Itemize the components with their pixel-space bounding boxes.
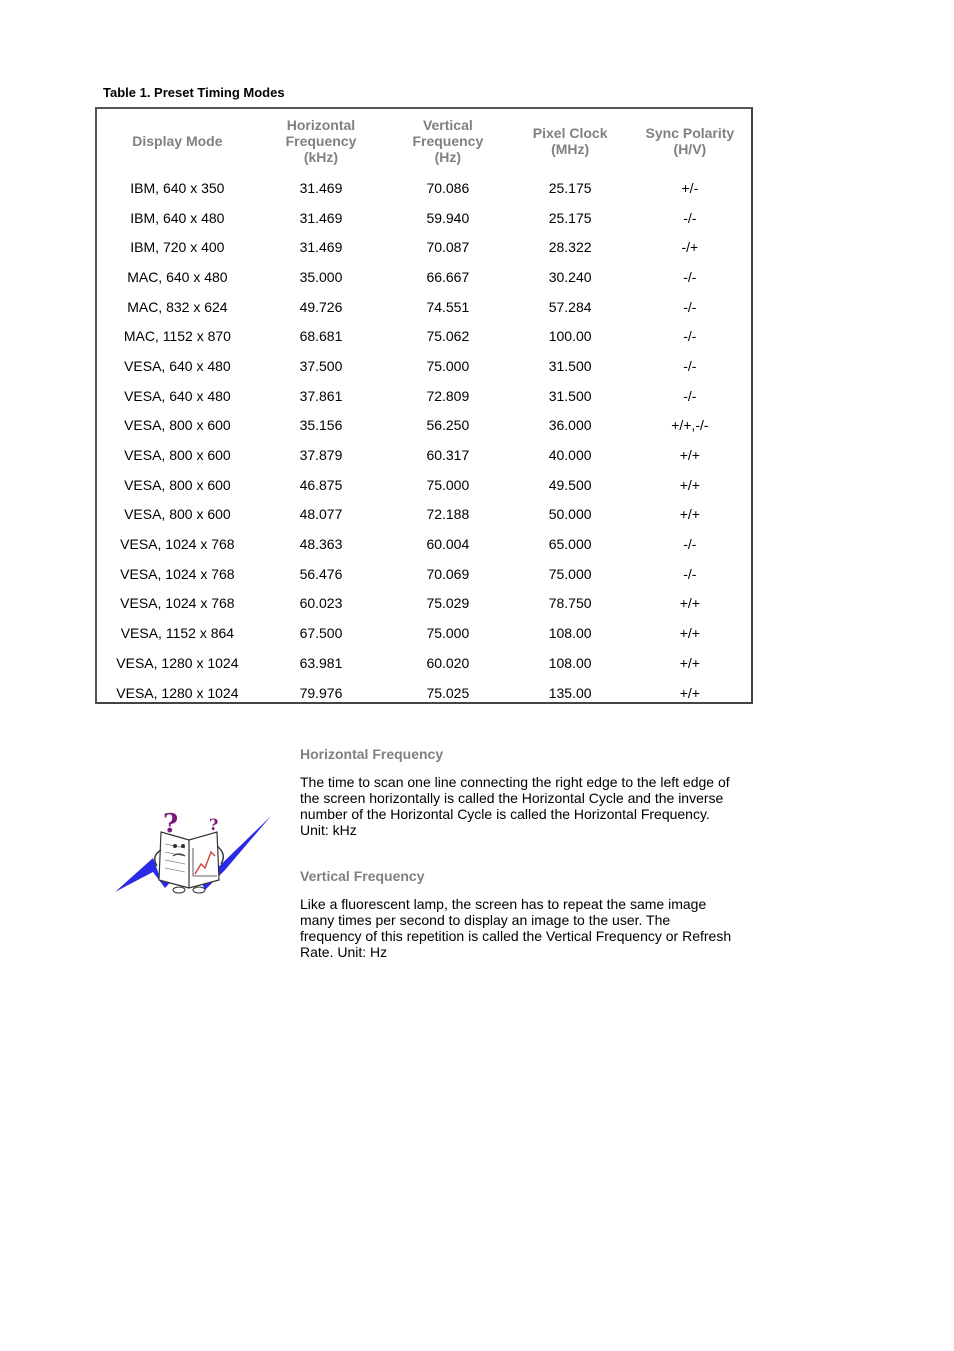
horizontal-frequency-section xyxy=(300,746,760,838)
horizontal-frequency-cell: 37.500 xyxy=(299,357,343,374)
sync-polarity-cell: -/- xyxy=(683,298,697,315)
vertical-frequency-cell: 70.087 xyxy=(426,239,470,256)
sync-polarity-cell: -/- xyxy=(683,536,697,553)
table-row xyxy=(97,411,751,441)
header-display-mode: Display Mode xyxy=(132,133,223,149)
vertical-frequency-cell: 56.250 xyxy=(426,417,470,434)
horizontal-frequency-cell: 37.879 xyxy=(299,447,343,464)
table-row xyxy=(97,500,751,530)
pixel-clock-cell: 65.000 xyxy=(548,536,592,553)
horizontal-frequency-cell: 46.875 xyxy=(299,476,343,493)
display-mode-cell: VESA, 800 x 600 xyxy=(124,506,231,523)
display-mode-cell: IBM, 640 x 350 xyxy=(130,179,225,196)
table-row xyxy=(97,559,751,589)
pixel-clock-cell: 28.322 xyxy=(548,239,592,256)
pixel-clock-cell: 31.500 xyxy=(548,387,592,404)
table-row xyxy=(97,292,751,322)
horizontal-frequency-cell: 68.681 xyxy=(299,328,343,345)
header-vertical-frequency: Vertical Frequency (Hz) xyxy=(412,117,484,165)
display-mode-cell: IBM, 720 x 400 xyxy=(130,239,225,256)
sync-polarity-cell: +/+ xyxy=(679,476,700,493)
display-mode-cell: VESA, 1024 x 768 xyxy=(120,536,235,553)
sync-polarity-cell: +/- xyxy=(681,179,699,196)
display-mode-cell: MAC, 832 x 624 xyxy=(127,298,228,315)
body-line: number of the Horizontal Cycle is called the Horizontal Frequency. xyxy=(300,806,710,822)
pixel-clock-cell: 75.000 xyxy=(548,565,592,582)
horizontal-frequency-cell: 48.077 xyxy=(299,506,343,523)
body-line: the screen horizontally is called the Horizontal Cycle and the inverse xyxy=(300,790,724,806)
pixel-clock-cell: 50.000 xyxy=(548,506,592,523)
pixel-clock-cell: 108.00 xyxy=(548,654,592,671)
pixel-clock-cell: 135.00 xyxy=(548,684,592,701)
timing-table-frame xyxy=(95,107,753,704)
display-mode-cell: VESA, 1280 x 1024 xyxy=(116,654,239,671)
horizontal-frequency-cell: 35.000 xyxy=(299,268,343,285)
display-mode-cell: MAC, 1152 x 870 xyxy=(123,328,231,345)
pixel-clock-cell: 108.00 xyxy=(548,625,592,642)
vertical-frequency-cell: 60.004 xyxy=(426,536,470,553)
table-body xyxy=(97,173,751,707)
sync-polarity-cell: -/- xyxy=(683,209,697,226)
pixel-clock-cell: 31.500 xyxy=(548,357,592,374)
display-mode-cell: VESA, 800 x 600 xyxy=(124,447,231,464)
vertical-frequency-cell: 70.069 xyxy=(426,565,470,582)
body-line: many times per second to display an image to the user. The xyxy=(300,912,671,928)
sync-polarity-cell: -/- xyxy=(683,565,697,582)
display-mode-cell: VESA, 800 x 600 xyxy=(124,417,231,434)
display-mode-cell: VESA, 1024 x 768 xyxy=(120,595,235,612)
horizontal-frequency-cell: 79.976 xyxy=(299,684,343,701)
horizontal-frequency-cell: 67.500 xyxy=(299,625,343,642)
horizontal-frequency-cell: 63.981 xyxy=(299,654,343,671)
vertical-frequency-cell: 66.667 xyxy=(426,268,470,285)
body-line: Like a fluorescent lamp, the screen has to repeat the same image xyxy=(300,896,707,912)
vertical-frequency-cell: 60.020 xyxy=(426,654,470,671)
sync-polarity-cell: +/+,-/- xyxy=(671,417,709,434)
horizontal-frequency-cell: 48.363 xyxy=(299,536,343,553)
sync-polarity-cell: -/- xyxy=(683,268,697,285)
table-row xyxy=(97,529,751,559)
horizontal-frequency-cell: 56.476 xyxy=(299,565,343,582)
sync-polarity-cell: -/+ xyxy=(681,239,699,256)
section-body xyxy=(300,896,760,960)
section-body xyxy=(300,774,760,838)
horizontal-frequency-cell: 31.469 xyxy=(299,239,343,256)
vertical-frequency-cell: 75.062 xyxy=(426,328,470,345)
sync-polarity-cell: +/+ xyxy=(679,684,700,701)
vertical-frequency-cell: 75.025 xyxy=(426,684,470,701)
header-pixel-clock: Pixel Clock (MHz) xyxy=(532,125,608,157)
pixel-clock-cell: 57.284 xyxy=(548,298,592,315)
header-sync-polarity: Sync Polarity (H/V) xyxy=(645,125,735,157)
table-row xyxy=(97,203,751,233)
table-row xyxy=(97,648,751,678)
pixel-clock-cell: 25.175 xyxy=(548,179,592,196)
horizontal-frequency-cell: 49.726 xyxy=(299,298,343,315)
horizontal-frequency-cell: 31.469 xyxy=(299,179,343,196)
pixel-clock-cell: 78.750 xyxy=(548,595,592,612)
svg-text:?: ? xyxy=(209,815,219,834)
horizontal-frequency-cell: 60.023 xyxy=(299,595,343,612)
table-row xyxy=(97,351,751,381)
table-caption: Table 1. Preset Timing Modes xyxy=(103,85,285,100)
vertical-frequency-cell: 72.809 xyxy=(426,387,470,404)
table-row xyxy=(97,440,751,470)
section-title: Vertical Frequency xyxy=(300,868,425,884)
display-mode-cell: VESA, 800 x 600 xyxy=(124,476,231,493)
sync-polarity-cell: +/+ xyxy=(679,447,700,464)
table-header-row xyxy=(97,109,751,173)
pixel-clock-cell: 30.240 xyxy=(548,268,592,285)
pixel-clock-cell: 49.500 xyxy=(548,476,592,493)
body-line: frequency of this repetition is called the Vertical Frequency or Refresh xyxy=(300,928,732,944)
vertical-frequency-cell: 59.940 xyxy=(426,209,470,226)
display-mode-cell: MAC, 640 x 480 xyxy=(127,268,228,285)
sync-polarity-cell: +/+ xyxy=(679,595,700,612)
horizontal-frequency-cell: 31.469 xyxy=(299,209,343,226)
sync-polarity-cell: +/+ xyxy=(679,506,700,523)
sync-polarity-cell: -/- xyxy=(683,357,697,374)
horizontal-frequency-cell: 37.861 xyxy=(299,387,343,404)
vertical-frequency-cell: 75.000 xyxy=(426,625,470,642)
table-row xyxy=(97,381,751,411)
pixel-clock-cell: 40.000 xyxy=(548,447,592,464)
display-mode-cell: IBM, 640 x 480 xyxy=(130,209,225,226)
table-row xyxy=(97,678,751,708)
book-character-with-question-marks-icon xyxy=(113,810,275,896)
display-mode-cell: VESA, 1280 x 1024 xyxy=(116,684,239,701)
timing-table xyxy=(97,109,751,707)
table-row xyxy=(97,173,751,203)
table-row xyxy=(97,589,751,619)
horizontal-frequency-cell: 35.156 xyxy=(299,417,343,434)
table-row xyxy=(97,618,751,648)
display-mode-cell: VESA, 640 x 480 xyxy=(124,357,231,374)
table-row xyxy=(97,232,751,262)
table-row xyxy=(97,321,751,351)
section-title: Horizontal Frequency xyxy=(300,746,444,762)
illustration xyxy=(113,810,275,896)
sync-polarity-cell: -/- xyxy=(683,387,697,404)
table-row xyxy=(97,262,751,292)
header-horizontal-frequency: Horizontal Frequency (kHz) xyxy=(285,117,357,165)
pixel-clock-cell: 36.000 xyxy=(548,417,592,434)
vertical-frequency-cell: 60.317 xyxy=(426,447,470,464)
sync-polarity-cell: +/+ xyxy=(679,654,700,671)
display-mode-cell: VESA, 1152 x 864 xyxy=(120,625,235,642)
vertical-frequency-cell: 72.188 xyxy=(426,506,470,523)
vertical-frequency-cell: 75.029 xyxy=(426,595,470,612)
vertical-frequency-section xyxy=(300,868,760,960)
vertical-frequency-cell: 75.000 xyxy=(426,357,470,374)
vertical-frequency-cell: 70.086 xyxy=(426,179,470,196)
svg-text:?: ? xyxy=(163,810,179,839)
vertical-frequency-cell: 75.000 xyxy=(426,476,470,493)
table-row xyxy=(97,470,751,500)
body-line: Rate. Unit: Hz xyxy=(300,944,388,960)
sync-polarity-cell: +/+ xyxy=(679,625,700,642)
display-mode-cell: VESA, 1024 x 768 xyxy=(120,565,235,582)
display-mode-cell: VESA, 640 x 480 xyxy=(124,387,231,404)
sync-polarity-cell: -/- xyxy=(683,328,697,345)
pixel-clock-cell: 25.175 xyxy=(548,209,592,226)
pixel-clock-cell: 100.00 xyxy=(548,328,592,345)
vertical-frequency-cell: 74.551 xyxy=(426,298,470,315)
body-line: Unit: kHz xyxy=(300,822,357,838)
body-line: The time to scan one line connecting the right edge to the left edge of xyxy=(300,774,730,790)
